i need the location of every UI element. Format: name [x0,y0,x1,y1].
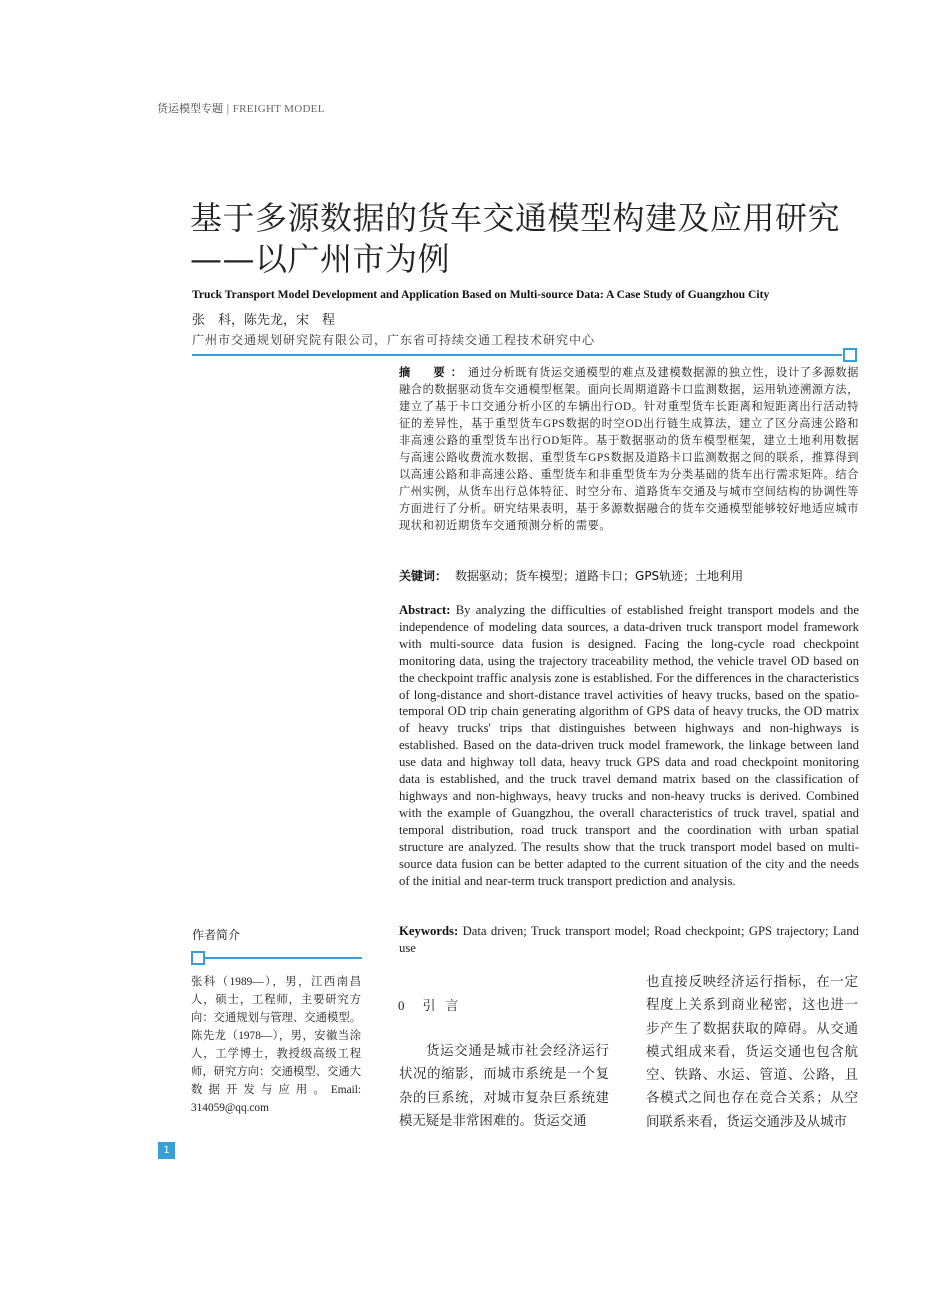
author-intro-divider-line [204,957,362,959]
page-number-badge: 1 [158,1142,175,1159]
abstract-zh-text: 通过分析既有货运交通模型的难点及建模数据源的独立性，设计了多源数据融合的数据驱动货车交通模型框架。面向长周期道路卡口监测数据，运用轨迹溯源方法，建立了基于卡口交通分析小区的车辆出行OD。针对重型货车长距离和短距离出行活动特征的差异性，基于重型货车GPS数据的时空OD出行链生成算法，建立了区分高速公路和非高速公路的重型货车出行OD矩阵。基于数据驱动的货车模型框架，建立土地利用数据与高速公路收费流水数据、重型货车GPS数据及道路卡口监测数据之间的联系，推算得到以高速公路和非高速公路、重型货车和非重型货车为分类基础的货车出行需求矩阵。结合广州实例，从货车出行总体特征、时空分布、道路货车交通及与城市空间结构的协调性等方面进行了分析。研究结果表明，基于多源数据融合的货车交通模型能够较好地适应城市现状和初近期货车交通预测分析的需要。 [399,367,859,532]
author-list: 张 科，陈先龙，宋 程 [192,313,336,328]
keywords-en-label: Keywords: [399,924,459,938]
keywords-en [399,923,859,957]
running-header-en: FREIGHT MODEL [232,103,325,115]
paper-title-en: Truck Transport Model Development and Application Based on Multi-source Data: A Case Study of Guangzhou City [192,288,770,301]
top-divider-line [192,354,842,356]
abstract-zh-label: 摘 要： [399,366,468,379]
section-title: 引言 [422,998,469,1013]
author-bio: 张科（1989—），男，江西南昌人，硕士，工程师，主要研究方向：交通规划与管理、交通模型。陈先龙（1978—），男，安徽当涂人，工学博士，教授级高级工程师，研究方向：交通模型、交通大数据开发与应用。Email: 314059@qq.com [191,976,361,1114]
keywords-zh-label: 关键词： [399,569,448,583]
author-intro-heading: 作者简介 [192,928,241,942]
paper-title-zh-line2: ——以广州市为例 [190,240,451,278]
running-header-separator: | [226,102,230,115]
top-divider-square-icon [843,348,857,362]
section-heading [398,995,469,1014]
abstract-en [399,602,859,889]
keywords-en-text: Data driven; Truck transport model; Road checkpoint; GPS trajectory; Land use [399,924,859,955]
running-header-zh: 货运模型专题 [157,102,223,115]
abstract-en-label: Abstract: [399,603,451,617]
abstract-zh [399,364,859,535]
keywords-zh-text: 数据驱动；货车模型；道路卡口；GPS轨迹；土地利用 [455,569,744,583]
paper-title-zh [190,198,890,280]
keywords-zh [399,567,859,584]
abstract-en-text: By analyzing the difficulties of established freight transport models and the independence of modeling data sources, a data-driven truck transport model framework with multi-source data fusion is designed. Facing the long-cycle road checkpoint monitoring data, using the trajectory traceability method, the vehicle travel OD based on the checkpoint traffic analysis zone is established. For the differences in the characteristics of long-distance and short-distance travel activities of heavy trucks, based on the spatio-temporal OD trip chain generating algorithm of GPS data of heavy trucks, the OD matrix of heavy trucks' trips that distinguishes between highways and non-highways is established. Based on the data-driven truck model framework, the linkage between land use data and highway toll data, heavy truck GPS data and road checkpoint monitoring data is established, and the truck travel demand matrix based on the classification of highways and non-highways, heavy trucks and non-heavy trucks is derived. Combined with the example of Guangzhou, the overall characteristics of truck travel, spatial and temporal distribution, road truck transport and the coordination with urban spatial structure are analyzed. The results show that the truck transport model based on multi-source data fusion can be better adapted to the current situation of the city and the needs of the initial and near-term truck transport prediction and analysis. [399,603,859,888]
body-column-right: 也直接反映经济运行指标，在一定程度上关系到商业秘密，这也进一步产生了数据获取的障碍。从交通模式组成来看，货运交通也包含航空、铁路、水运、管道、公路，且各模式之间也存在竞合关系；从空间联系来看，货运交通涉及从城市 [646,974,858,1129]
affiliation: 广州市交通规划研究院有限公司，广东省可持续交通工程技术研究中心 [192,333,596,347]
running-header [157,100,325,116]
author-intro-square-icon [191,951,205,965]
body-column-middle: 货运交通是城市社会经济运行状况的缩影，而城市系统是一个复杂的巨系统，对城市复杂巨系统建模无疑是非常困难的。货运交通 [399,1043,609,1128]
section-number: 0 [398,998,405,1013]
paper-title-zh-line1: 基于多源数据的货车交通模型构建及应用研究 [190,199,841,237]
